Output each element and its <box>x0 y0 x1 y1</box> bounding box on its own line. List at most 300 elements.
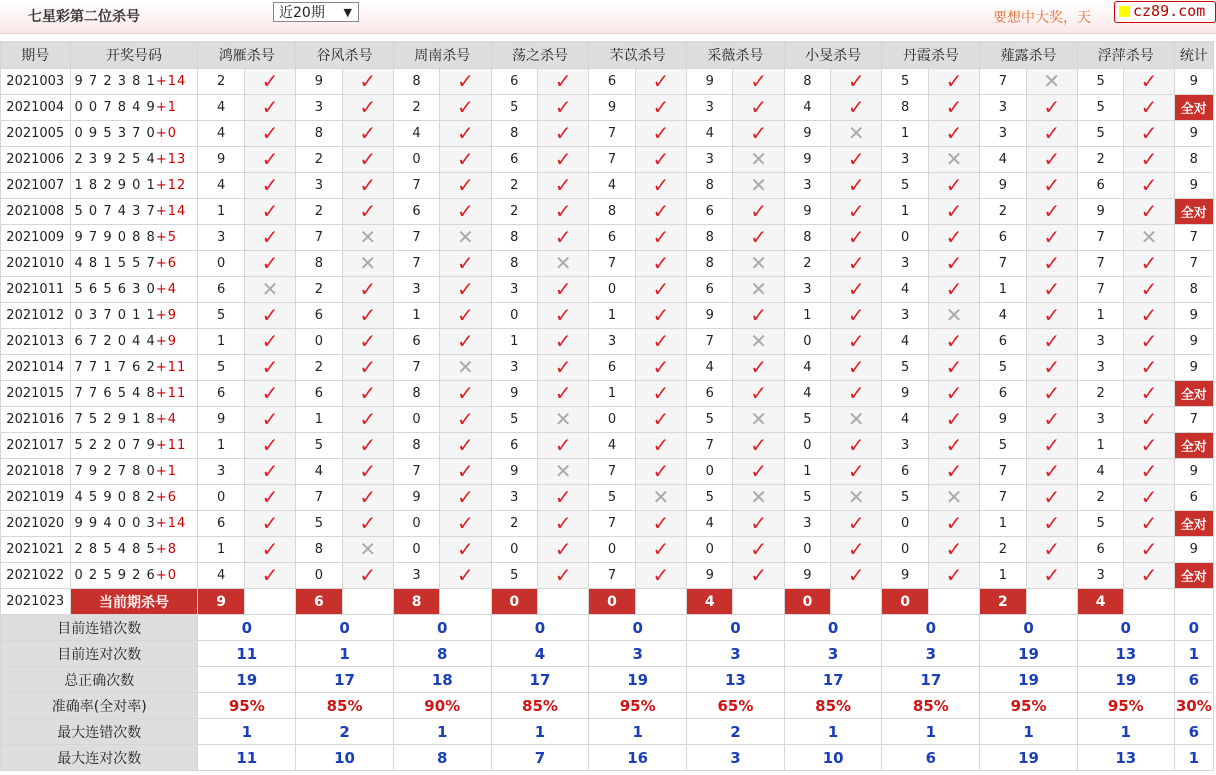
draw-sum: +14 <box>155 74 187 89</box>
kill-number-cell: 3 <box>1077 329 1123 355</box>
check-icon: ✓ <box>750 511 767 535</box>
draw-cell <box>70 69 198 95</box>
cross-icon: ✕ <box>750 173 767 197</box>
stats-value: 10 <box>296 745 394 771</box>
check-icon: ✓ <box>847 147 865 171</box>
kill-number-cell: 7 <box>296 225 342 251</box>
check-icon: ✓ <box>847 69 865 93</box>
result-cell <box>831 485 882 511</box>
stats-value: 90% <box>393 693 491 719</box>
kill-number-cell: 3 <box>784 511 830 537</box>
check-icon: ✓ <box>945 355 963 379</box>
draw-sum: +9 <box>155 334 177 349</box>
draw-numbers: 2 3 9 2 5 4 <box>74 152 156 167</box>
result-cell <box>244 563 295 589</box>
check-icon: ✓ <box>652 225 670 249</box>
cross-icon: ✕ <box>945 485 963 509</box>
check-icon: ✓ <box>261 381 279 405</box>
result-cell <box>1026 95 1077 121</box>
check-icon: ✓ <box>261 147 279 171</box>
kill-number-cell: 4 <box>882 407 928 433</box>
result-cell <box>635 173 686 199</box>
result-cell <box>733 407 784 433</box>
check-icon: ✓ <box>652 537 670 561</box>
result-cell <box>537 563 588 589</box>
stats-value: 10 <box>784 745 882 771</box>
check-icon: ✓ <box>1140 121 1158 145</box>
kill-number-cell: 6 <box>1077 537 1123 563</box>
kill-number-cell: 2 <box>296 355 342 381</box>
col-period: 期号 <box>1 42 71 69</box>
check-icon: ✓ <box>554 485 572 509</box>
result-cell <box>831 277 882 303</box>
draw-cell <box>70 225 198 251</box>
empty-cell <box>635 589 686 615</box>
cross-icon: ✕ <box>750 407 767 431</box>
result-cell <box>733 563 784 589</box>
result-cell <box>1124 433 1174 459</box>
result-cell <box>244 121 295 147</box>
result-cell <box>1026 381 1077 407</box>
kill-number-cell: 1 <box>296 407 342 433</box>
result-cell <box>733 485 784 511</box>
stats-row <box>1 615 1214 641</box>
result-cell <box>440 225 491 251</box>
kill-number-cell: 3 <box>198 459 244 485</box>
result-cell <box>244 433 295 459</box>
check-icon: ✓ <box>1140 251 1158 275</box>
draw-cell <box>70 277 198 303</box>
stats-label: 准确率(全对率) <box>1 693 198 719</box>
kill-number-cell: 8 <box>296 537 342 563</box>
result-cell <box>733 459 784 485</box>
check-icon: ✓ <box>652 407 670 431</box>
check-icon: ✓ <box>261 225 279 249</box>
stats-value: 11 <box>198 745 296 771</box>
check-icon: ✓ <box>359 69 377 93</box>
result-cell <box>1124 199 1174 225</box>
check-icon: ✓ <box>359 95 377 119</box>
result-cell <box>635 329 686 355</box>
result-cell <box>928 381 979 407</box>
kill-number-table <box>0 41 1214 771</box>
result-cell <box>342 433 393 459</box>
result-cell <box>831 199 882 225</box>
kill-number-cell: 9 <box>784 563 830 589</box>
check-icon: ✓ <box>847 329 865 353</box>
stats-value: 0 <box>198 615 296 641</box>
kill-number-cell: 6 <box>393 199 439 225</box>
kill-number-cell: 6 <box>198 381 244 407</box>
kill-number-cell: 9 <box>198 407 244 433</box>
kill-number-cell: 9 <box>589 95 635 121</box>
check-icon: ✓ <box>1140 381 1158 405</box>
result-cell <box>537 459 588 485</box>
check-icon: ✓ <box>554 381 572 405</box>
kill-number-cell: 1 <box>980 511 1026 537</box>
stat-cell: 8 <box>1174 147 1213 173</box>
stat-cell: 9 <box>1174 537 1213 563</box>
result-cell <box>244 355 295 381</box>
result-cell <box>635 459 686 485</box>
stats-value: 95% <box>1077 693 1174 719</box>
current-kill-number: 0 <box>882 589 928 615</box>
stats-total: 0 <box>1174 615 1213 641</box>
stats-value: 0 <box>589 615 687 641</box>
result-cell <box>244 459 295 485</box>
period-cell: 2021017 <box>1 433 71 459</box>
stat-cell: 9 <box>1174 329 1213 355</box>
kill-number-cell: 7 <box>589 147 635 173</box>
check-icon: ✓ <box>945 459 963 483</box>
marquee-text: 要想中大奖，天 <box>993 10 1091 26</box>
check-icon: ✓ <box>1140 199 1158 223</box>
check-icon: ✓ <box>945 537 963 561</box>
check-icon: ✓ <box>554 329 572 353</box>
kill-number-cell: 5 <box>687 407 733 433</box>
kill-number-cell: 4 <box>784 355 830 381</box>
result-cell <box>928 537 979 563</box>
result-cell <box>244 407 295 433</box>
draw-sum: +11 <box>155 386 187 401</box>
kill-number-cell: 0 <box>687 537 733 563</box>
result-cell <box>342 537 393 563</box>
check-icon: ✓ <box>554 173 572 197</box>
check-icon: ✓ <box>945 199 963 223</box>
result-cell <box>635 563 686 589</box>
table-row <box>1 251 1214 277</box>
kill-number-cell: 7 <box>980 251 1026 277</box>
stats-label: 最大连对次数 <box>1 745 198 771</box>
draw-cell <box>70 537 198 563</box>
period-cell: 2021003 <box>1 69 71 95</box>
check-icon: ✓ <box>261 303 279 327</box>
result-cell <box>733 69 784 95</box>
stats-total: 6 <box>1174 667 1213 693</box>
check-icon: ✓ <box>847 537 865 561</box>
result-cell <box>1124 459 1174 485</box>
kill-number-cell: 0 <box>296 329 342 355</box>
check-icon: ✓ <box>750 433 767 457</box>
kill-number-cell: 5 <box>882 69 928 95</box>
result-cell <box>928 303 979 329</box>
check-icon: ✓ <box>652 95 670 119</box>
table-header-row <box>1 42 1214 69</box>
stats-value: 17 <box>882 667 980 693</box>
cross-icon: ✕ <box>457 355 474 379</box>
kill-number-cell: 1 <box>784 303 830 329</box>
check-icon: ✓ <box>1043 433 1061 457</box>
result-cell <box>635 225 686 251</box>
stat-cell: 全对 <box>1174 381 1213 407</box>
stat-cell: 6 <box>1174 485 1213 511</box>
kill-number-cell: 4 <box>198 173 244 199</box>
kill-number-cell: 6 <box>980 329 1026 355</box>
kill-number-cell: 4 <box>687 355 733 381</box>
kill-number-cell: 8 <box>687 173 733 199</box>
result-cell <box>928 173 979 199</box>
kill-number-cell: 9 <box>784 121 830 147</box>
check-icon: ✓ <box>945 511 963 535</box>
result-cell <box>733 225 784 251</box>
result-cell <box>440 303 491 329</box>
result-cell <box>928 95 979 121</box>
result-cell <box>733 251 784 277</box>
result-cell <box>831 433 882 459</box>
draw-numbers: 6 7 2 0 4 4 <box>74 334 156 349</box>
check-icon: ✓ <box>1043 199 1061 223</box>
check-icon: ✓ <box>652 277 670 301</box>
col-expert-1: 谷风杀号 <box>296 42 394 69</box>
check-icon: ✓ <box>652 329 670 353</box>
period-cell: 2021010 <box>1 251 71 277</box>
check-icon: ✓ <box>359 563 377 587</box>
result-cell <box>342 329 393 355</box>
result-cell <box>831 407 882 433</box>
stats-value: 0 <box>882 615 980 641</box>
check-icon: ✓ <box>359 407 377 431</box>
kill-number-cell: 0 <box>296 563 342 589</box>
stat-cell: 7 <box>1174 225 1213 251</box>
kill-number-cell: 0 <box>393 511 439 537</box>
result-cell <box>635 199 686 225</box>
cross-icon: ✕ <box>554 251 572 275</box>
check-icon: ✓ <box>750 225 767 249</box>
draw-cell <box>70 407 198 433</box>
kill-number-cell: 3 <box>882 303 928 329</box>
check-icon: ✓ <box>261 251 279 275</box>
kill-number-cell: 5 <box>198 303 244 329</box>
kill-number-cell: 9 <box>687 69 733 95</box>
kill-number-cell: 1 <box>198 537 244 563</box>
stats-value: 1 <box>882 719 980 745</box>
kill-number-cell: 3 <box>491 277 537 303</box>
check-icon: ✓ <box>261 173 279 197</box>
stat-cell: 8 <box>1174 277 1213 303</box>
check-icon: ✓ <box>945 225 963 249</box>
cross-icon: ✕ <box>847 121 865 145</box>
check-icon: ✓ <box>554 563 572 587</box>
result-cell <box>831 303 882 329</box>
draw-sum: +4 <box>155 282 177 297</box>
result-cell <box>440 459 491 485</box>
draw-sum: +8 <box>155 542 177 557</box>
result-cell <box>1124 537 1174 563</box>
empty-cell <box>1174 589 1213 615</box>
result-cell <box>537 277 588 303</box>
kill-number-cell: 1 <box>980 563 1026 589</box>
table-row <box>1 459 1214 485</box>
cross-icon: ✕ <box>359 537 377 561</box>
draw-numbers: 4 5 9 0 8 2 <box>74 490 156 505</box>
result-cell <box>342 381 393 407</box>
stat-cell: 9 <box>1174 69 1213 95</box>
result-cell <box>733 121 784 147</box>
check-icon: ✓ <box>261 355 279 379</box>
result-cell <box>831 95 882 121</box>
kill-number-cell: 6 <box>687 199 733 225</box>
result-cell <box>1124 511 1174 537</box>
check-icon: ✓ <box>261 537 279 561</box>
result-cell <box>733 433 784 459</box>
kill-number-cell: 4 <box>198 95 244 121</box>
kill-number-cell: 6 <box>198 277 244 303</box>
cross-icon: ✕ <box>1043 69 1061 93</box>
check-icon: ✓ <box>457 303 474 327</box>
result-cell <box>635 121 686 147</box>
draw-sum: +5 <box>155 230 177 245</box>
check-icon: ✓ <box>847 433 865 457</box>
check-icon: ✓ <box>457 147 474 171</box>
check-icon: ✓ <box>652 381 670 405</box>
stat-cell: 9 <box>1174 121 1213 147</box>
result-cell <box>1026 199 1077 225</box>
check-icon: ✓ <box>1043 485 1061 509</box>
kill-number-cell: 4 <box>589 433 635 459</box>
check-icon: ✓ <box>1043 95 1061 119</box>
stats-value: 0 <box>296 615 394 641</box>
kill-number-cell: 7 <box>393 225 439 251</box>
current-period-cell: 2021023 <box>1 589 71 615</box>
check-icon: ✓ <box>750 69 767 93</box>
check-icon: ✓ <box>1043 563 1061 587</box>
stats-value: 0 <box>393 615 491 641</box>
result-cell <box>928 485 979 511</box>
kill-number-cell: 0 <box>784 433 830 459</box>
result-cell <box>831 329 882 355</box>
check-icon: ✓ <box>1043 251 1061 275</box>
kill-number-cell: 1 <box>393 303 439 329</box>
result-cell <box>537 381 588 407</box>
cross-icon: ✕ <box>359 225 377 249</box>
check-icon: ✓ <box>261 69 279 93</box>
stat-cell: 全对 <box>1174 199 1213 225</box>
kill-number-cell: 5 <box>882 355 928 381</box>
check-icon: ✓ <box>847 173 865 197</box>
check-icon: ✓ <box>554 95 572 119</box>
cross-icon: ✕ <box>1140 225 1158 249</box>
result-cell <box>635 511 686 537</box>
result-cell <box>733 381 784 407</box>
stat-cell: 全对 <box>1174 95 1213 121</box>
check-icon: ✓ <box>359 329 377 353</box>
stats-value: 85% <box>784 693 882 719</box>
kill-number-cell: 6 <box>491 69 537 95</box>
check-icon: ✓ <box>1140 459 1158 483</box>
result-cell <box>928 277 979 303</box>
result-cell <box>342 485 393 511</box>
check-icon: ✓ <box>359 459 377 483</box>
kill-number-cell: 4 <box>198 121 244 147</box>
stats-value: 1 <box>1077 719 1174 745</box>
kill-number-cell: 8 <box>491 121 537 147</box>
stats-label: 目前连对次数 <box>1 641 198 667</box>
col-stat: 统计 <box>1174 42 1213 69</box>
cross-icon: ✕ <box>750 485 767 509</box>
draw-sum: +1 <box>155 100 177 115</box>
period-cell: 2021007 <box>1 173 71 199</box>
check-icon: ✓ <box>652 563 670 587</box>
site-logo[interactable] <box>1114 1 1216 23</box>
kill-number-cell: 3 <box>393 277 439 303</box>
kill-number-cell: 4 <box>784 95 830 121</box>
result-cell <box>733 277 784 303</box>
kill-number-cell: 0 <box>589 537 635 563</box>
check-icon: ✓ <box>457 199 474 223</box>
check-icon: ✓ <box>554 355 572 379</box>
result-cell <box>635 251 686 277</box>
check-icon: ✓ <box>1140 537 1158 561</box>
check-icon: ✓ <box>1043 459 1061 483</box>
stat-cell: 9 <box>1174 355 1213 381</box>
check-icon: ✓ <box>359 277 377 301</box>
stats-value: 3 <box>589 641 687 667</box>
draw-numbers: 7 7 6 5 4 8 <box>74 386 156 401</box>
col-draw: 开奖号码 <box>70 42 198 69</box>
kill-number-cell: 8 <box>393 69 439 95</box>
check-icon: ✓ <box>1140 277 1158 301</box>
stat-cell: 9 <box>1174 173 1213 199</box>
kill-number-cell: 9 <box>784 147 830 173</box>
kill-number-cell: 4 <box>980 303 1026 329</box>
stats-total: 1 <box>1174 745 1213 771</box>
kill-number-cell: 9 <box>491 381 537 407</box>
result-cell <box>537 251 588 277</box>
period-range-select[interactable] <box>273 2 359 22</box>
stats-value: 1 <box>491 719 589 745</box>
result-cell <box>831 173 882 199</box>
kill-number-cell: 4 <box>296 459 342 485</box>
result-cell <box>342 277 393 303</box>
result-cell <box>440 329 491 355</box>
table-row <box>1 537 1214 563</box>
period-cell: 2021022 <box>1 563 71 589</box>
result-cell <box>928 199 979 225</box>
kill-number-cell: 2 <box>491 511 537 537</box>
draw-cell <box>70 381 198 407</box>
result-cell <box>537 121 588 147</box>
kill-number-cell: 8 <box>687 251 733 277</box>
check-icon: ✓ <box>847 251 865 275</box>
kill-number-cell: 3 <box>393 563 439 589</box>
kill-number-cell: 5 <box>784 407 830 433</box>
result-cell <box>440 95 491 121</box>
check-icon: ✓ <box>554 433 572 457</box>
check-icon: ✓ <box>1140 407 1158 431</box>
check-icon: ✓ <box>1043 147 1061 171</box>
period-cell: 2021018 <box>1 459 71 485</box>
check-icon: ✓ <box>945 381 963 405</box>
current-period-row <box>1 589 1214 615</box>
draw-sum: +11 <box>155 438 187 453</box>
draw-sum: +12 <box>155 178 187 193</box>
check-icon: ✓ <box>554 537 572 561</box>
draw-sum: +11 <box>155 360 187 375</box>
kill-number-cell: 7 <box>589 511 635 537</box>
result-cell <box>440 537 491 563</box>
kill-number-cell: 6 <box>589 225 635 251</box>
kill-number-cell: 6 <box>296 381 342 407</box>
kill-number-cell: 3 <box>687 95 733 121</box>
result-cell <box>440 381 491 407</box>
result-cell <box>831 563 882 589</box>
check-icon: ✓ <box>1043 303 1061 327</box>
cross-icon: ✕ <box>359 251 377 275</box>
draw-numbers: 0 3 7 0 1 1 <box>74 308 156 323</box>
stats-value: 19 <box>980 745 1078 771</box>
result-cell <box>1026 485 1077 511</box>
period-cell: 2021016 <box>1 407 71 433</box>
